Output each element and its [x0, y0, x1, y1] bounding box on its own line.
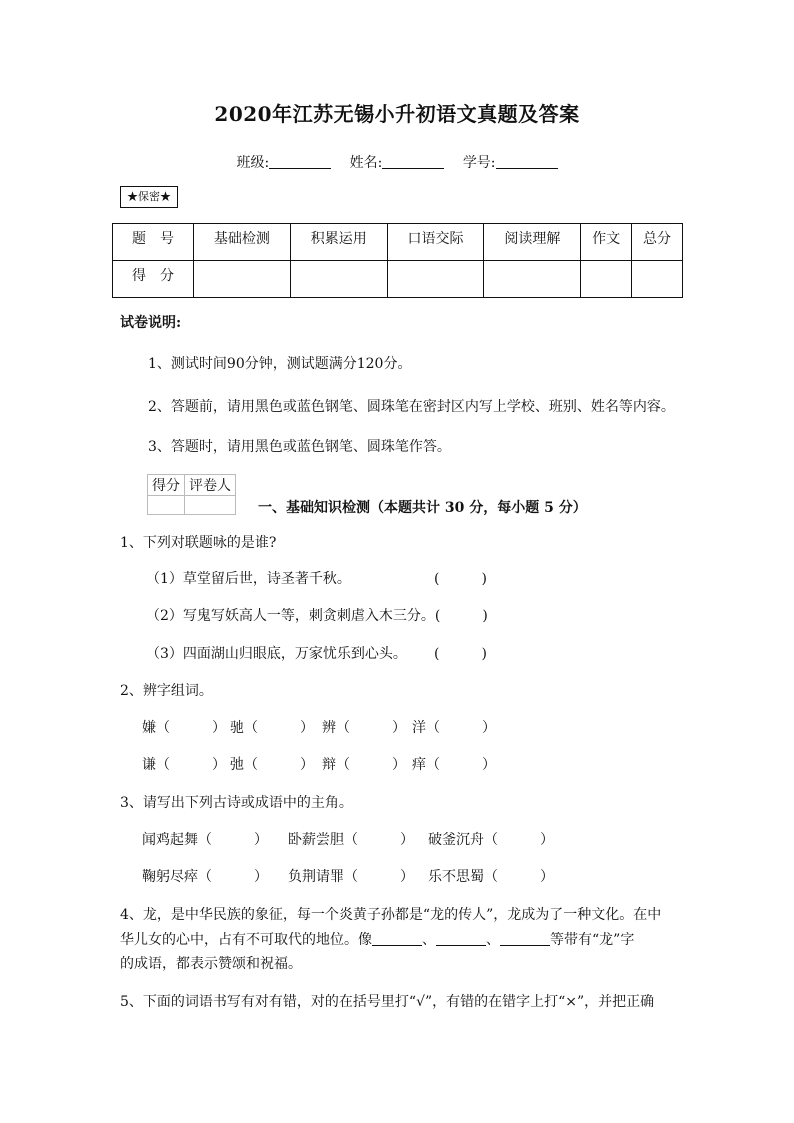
page-title: 2020年江苏无锡小升初语文真题及答案	[214, 102, 580, 126]
score-cell[interactable]	[484, 261, 581, 298]
q4-text-b: 等带有“龙”字	[550, 932, 635, 948]
question-line: 的成语，都表示赞颂和祝福。	[120, 956, 302, 972]
question-stem: 1、下列对联题咏的是谁?	[120, 535, 277, 551]
separator: 、	[422, 932, 436, 948]
idiom-item[interactable]: 破釜沉舟（ ）	[428, 832, 554, 848]
score-header-cell: 阅读理解	[484, 224, 581, 261]
grader-box	[147, 474, 236, 515]
question-line: 4、龙，是中华民族的象征，每一个炎黄子孙都是“龙的传人”，龙成为了一种文化。在中	[120, 907, 662, 923]
score-row-label: 得 分	[113, 261, 194, 298]
word-item[interactable]: 驰（ ）	[230, 720, 314, 736]
word-item[interactable]: 辨（ ）	[322, 720, 406, 736]
instruction-item: 3、答题时，请用黑色或蓝色钢笔、圆珠笔作答。	[148, 439, 451, 455]
class-blank[interactable]	[269, 154, 331, 169]
instructions-heading: 试卷说明:	[120, 315, 182, 331]
score-table	[112, 223, 683, 298]
word-item[interactable]: 嫌（ ）	[142, 720, 226, 736]
question-line	[120, 929, 634, 949]
name-label: 姓名:	[349, 155, 383, 171]
question-line: （3）四面湖山归眼底，万家忧乐到心头。	[146, 646, 407, 662]
word-item[interactable]: 谦（ ）	[142, 757, 226, 773]
score-table-score-row	[113, 261, 683, 298]
word-item[interactable]: 弛（ ）	[230, 757, 314, 773]
fill-blank[interactable]	[436, 931, 486, 946]
name-blank[interactable]	[382, 154, 444, 169]
score-cell[interactable]	[632, 261, 683, 298]
idiom-item[interactable]: 负荆请罪（ ）	[288, 869, 414, 885]
idiom-item[interactable]: 鞠躬尽瘁（ ）	[142, 869, 268, 885]
question-line: （1）草堂留后世，诗圣著千秋。	[146, 571, 351, 587]
score-header-cell: 积累运用	[290, 224, 387, 261]
student-info-row	[0, 152, 794, 172]
answer-paren[interactable]: ( )	[434, 571, 487, 587]
grader-score-label: 得分	[148, 475, 185, 496]
id-blank[interactable]	[496, 154, 558, 169]
instruction-item: 2、答题前，请用黑色或蓝色钢笔、圆珠笔在密封区内写上学校、班别、姓名等内容。	[148, 399, 675, 415]
score-cell[interactable]	[387, 261, 484, 298]
score-cell[interactable]	[290, 261, 387, 298]
score-header-cell: 基础检测	[194, 224, 291, 261]
question-stem: 2、辨字组词。	[120, 683, 213, 699]
grader-reviewer-cell[interactable]	[185, 496, 236, 515]
question-line: （2）写鬼写妖高人一等，刺贪刺虐入木三分。( )	[146, 608, 488, 624]
idiom-item[interactable]: 闻鸡起舞（ ）	[142, 832, 268, 848]
confidential-stamp: ★保密★	[120, 186, 178, 208]
id-label: 学号:	[462, 155, 496, 171]
score-cell[interactable]	[194, 261, 291, 298]
score-table-header-row	[113, 224, 683, 261]
idiom-item[interactable]: 卧薪尝胆（ ）	[288, 832, 414, 848]
word-item[interactable]: 痒（ ）	[412, 757, 496, 773]
score-header-cell: 作文	[581, 224, 632, 261]
fill-blank[interactable]	[372, 931, 422, 946]
grader-score-cell[interactable]	[148, 496, 185, 515]
score-header-cell: 题 号	[113, 224, 194, 261]
word-item[interactable]: 洋（ ）	[412, 720, 496, 736]
section-heading: 一、基础知识检测（本题共计 30 分，每小题 5 分）	[258, 500, 587, 516]
separator: 、	[486, 932, 500, 948]
instruction-item: 1、测试时间90分钟，测试题满分120分。	[148, 356, 412, 372]
answer-paren[interactable]: ( )	[434, 646, 487, 662]
fill-blank[interactable]	[500, 931, 550, 946]
word-item[interactable]: 辩（ ）	[322, 757, 406, 773]
q4-text-a: 华儿女的心中，占有不可取代的地位。像	[120, 932, 372, 948]
grader-reviewer-label: 评卷人	[185, 475, 236, 496]
score-header-cell: 口语交际	[387, 224, 484, 261]
question-stem: 3、请写出下列古诗或成语中的主角。	[120, 795, 353, 811]
class-label: 班级:	[236, 155, 270, 171]
score-cell[interactable]	[581, 261, 632, 298]
score-header-cell: 总分	[632, 224, 683, 261]
idiom-item[interactable]: 乐不思蜀（ ）	[428, 869, 554, 885]
question-line: 5、下面的词语书写有对有错，对的在括号里打“√”，有错的在错字上打“×”，并把正确	[120, 994, 655, 1010]
